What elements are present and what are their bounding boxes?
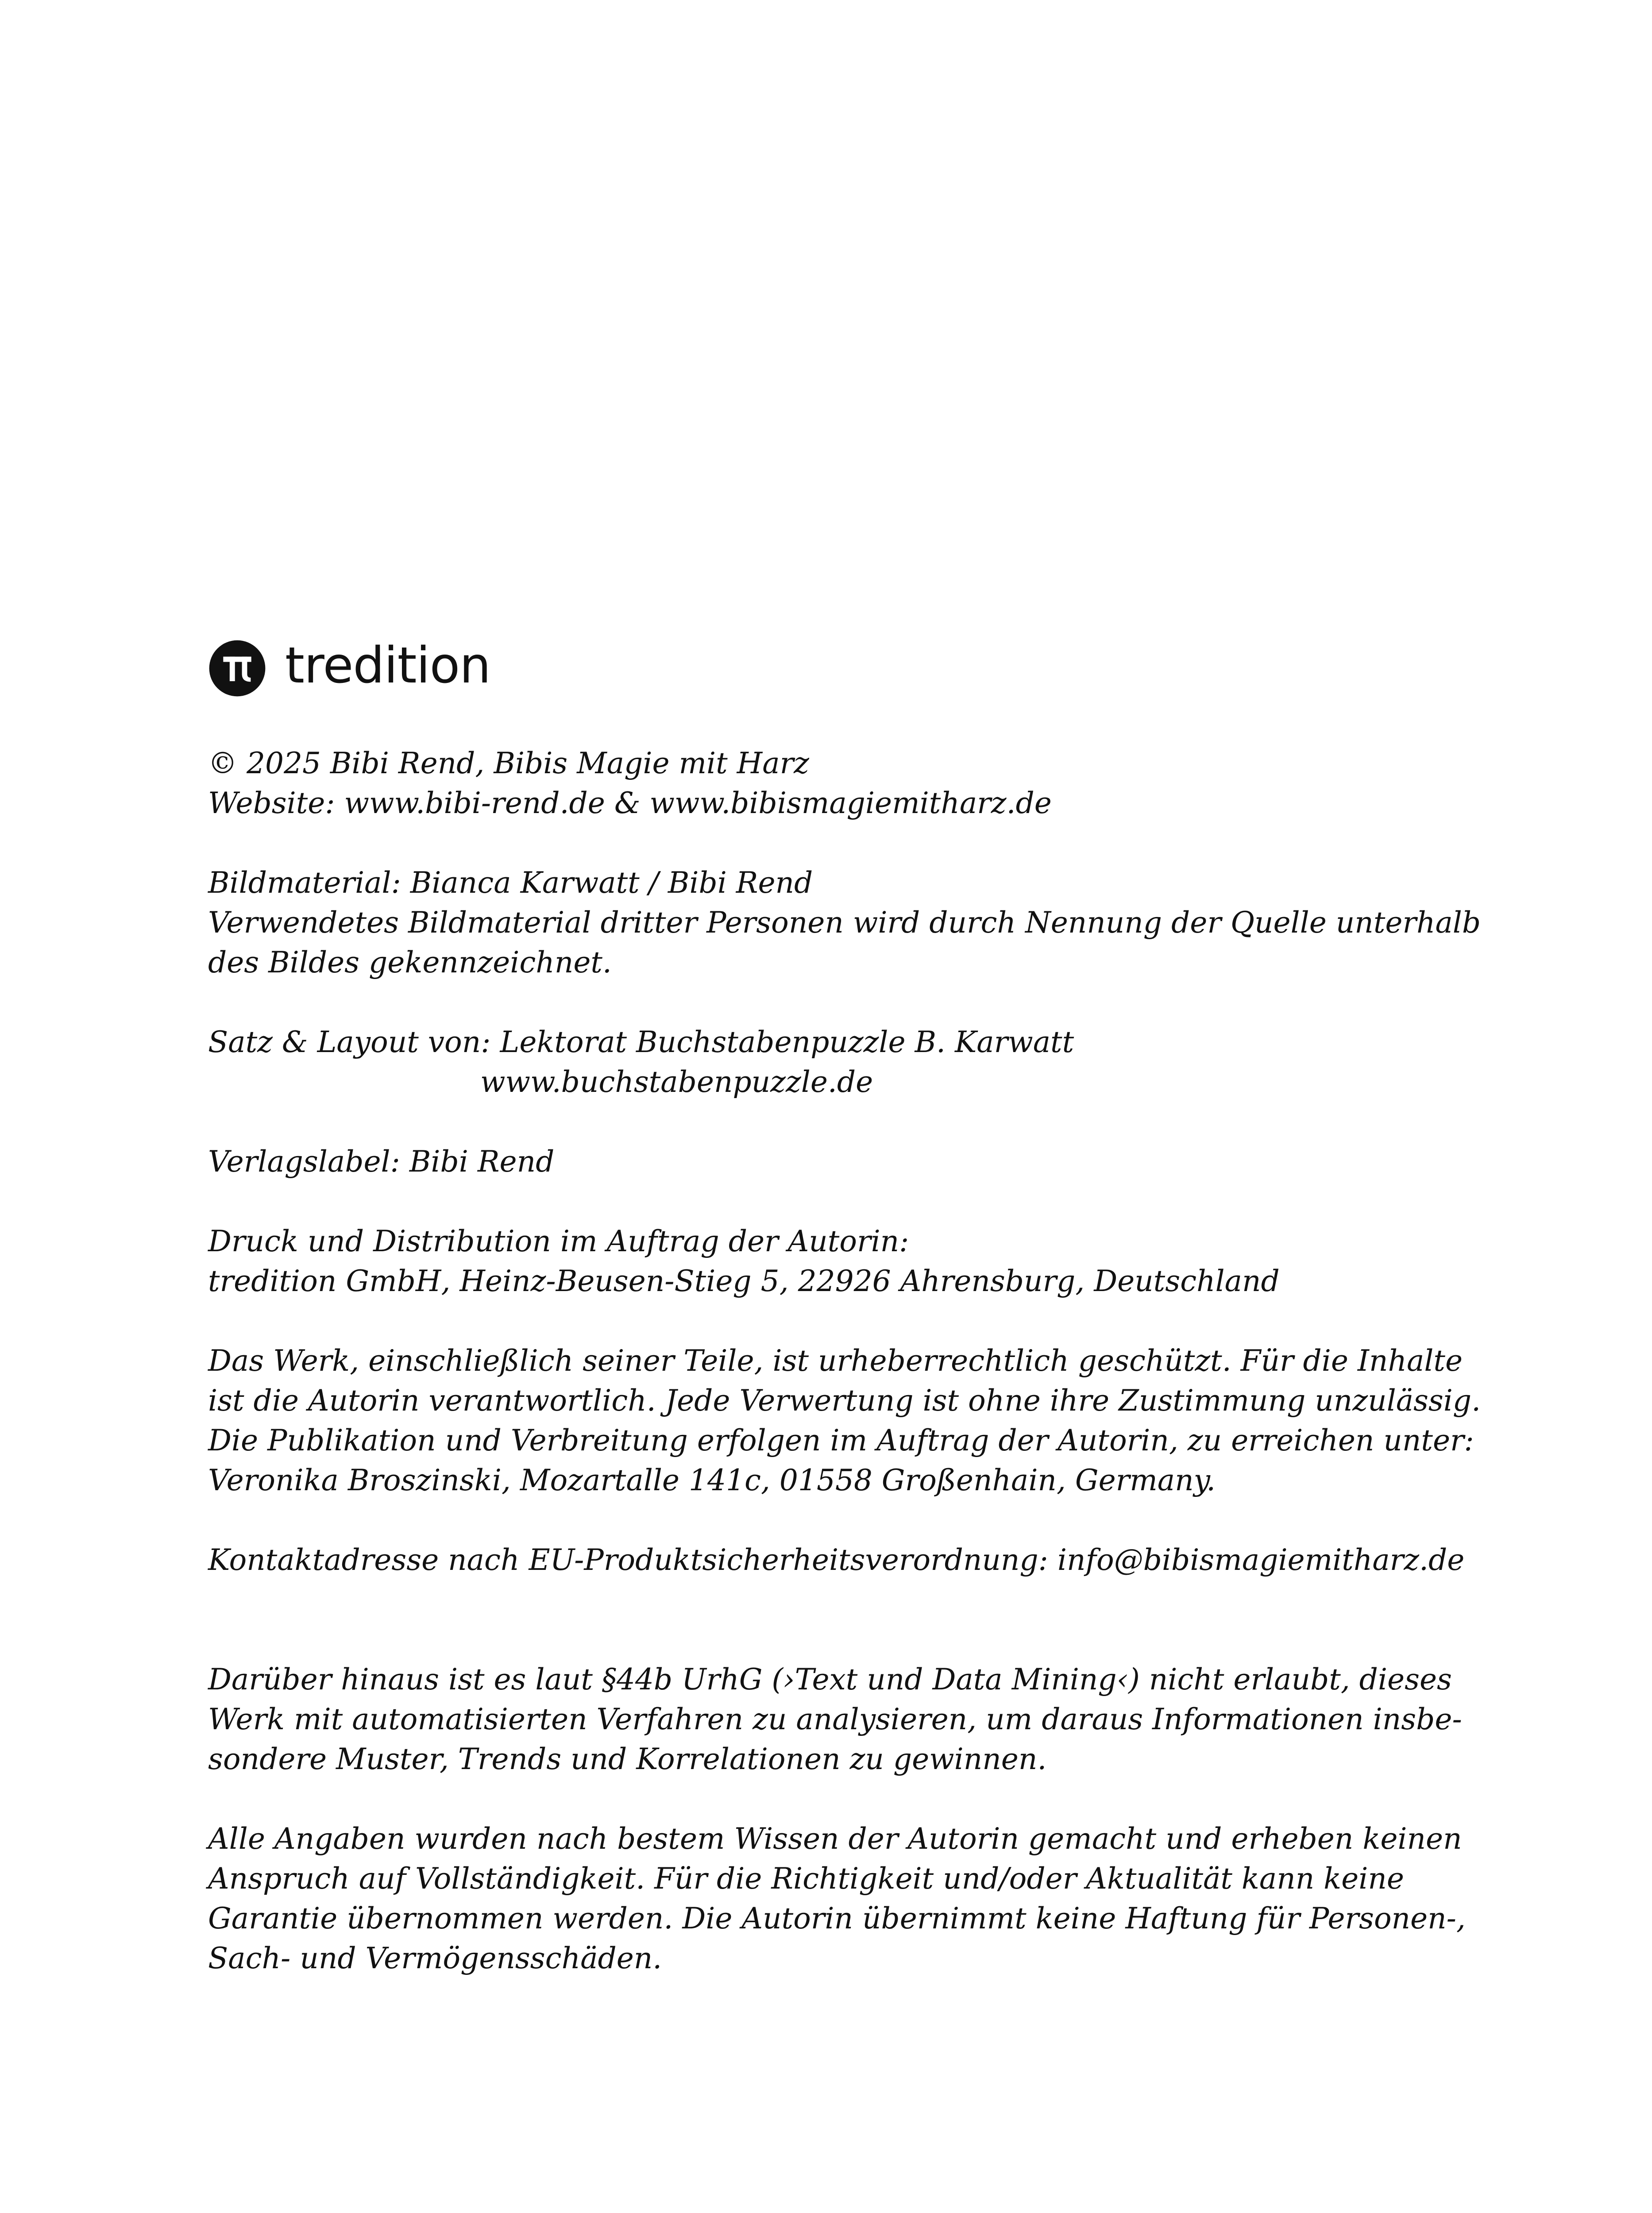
tdm-block — [208, 1660, 1462, 1779]
tdm-line-2: Werk mit automatisierten Verfahren zu analysieren, um daraus Informationen insbe- — [208, 1702, 1462, 1736]
website-line: Website: www.bibi-rend.de & www.bibismagiemitharz.de — [208, 786, 1052, 820]
layout-credit-line: Satz & Layout von: Lektorat Buchstabenpuzzle B. Karwatt — [208, 1025, 1074, 1059]
image-credit-block — [208, 863, 1481, 983]
disclaimer-line-4: Sach- und Vermögensschäden. — [208, 1941, 662, 1975]
rights-line-4: Veronika Broszinski, Mozartalle 141c, 01558 Großenhain, Germany. — [208, 1463, 1216, 1497]
publisher-logo — [208, 637, 490, 699]
tdm-line-3: sondere Muster, Trends und Korrelationen zu gewinnen. — [208, 1742, 1047, 1776]
contact-line: Kontaktadresse nach EU-Produktsicherheitsverordnung: info@bibismagiemitharz.de — [208, 1543, 1465, 1577]
rights-line-3: Die Publikation und Verbreitung erfolgen im Auftrag der Autorin, zu erreichen unter: — [208, 1423, 1474, 1457]
disclaimer-line-1: Alle Angaben wurden nach bestem Wissen der Autorin gemacht und erheben keinen — [208, 1822, 1462, 1856]
print-line-2: tredition GmbH, Heinz-Beusen-Stieg 5, 22926 Ahrensburg, Deutschland — [208, 1264, 1280, 1298]
imprint-text — [208, 744, 1481, 1978]
third-party-line-2: des Bildes gekennzeichnet. — [208, 945, 612, 979]
publisher-label-block — [208, 1142, 1447, 1182]
contact-block — [208, 1540, 1465, 1580]
publisher-label-line: Verlagslabel: Bibi Rend — [208, 1145, 555, 1179]
disclaimer-line-3: Garantie übernommen werden. Die Autorin übernimmt keine Haftung für Personen-, — [208, 1901, 1466, 1935]
third-party-line-1: Verwendetes Bildmaterial dritter Personen wird durch Nennung der Quelle unterhalb — [208, 906, 1481, 940]
disclaimer-block — [208, 1819, 1466, 1978]
publisher-name: tredition — [285, 637, 491, 694]
layout-credit-block — [208, 1022, 1447, 1102]
layout-credit-url: www.buchstabenpuzzle.de — [480, 1065, 873, 1099]
rights-line-2: ist die Autorin verantwortlich. Jede Verwertung ist ohne ihre Zustimmung unzulässig. — [208, 1384, 1481, 1418]
copyright-block — [208, 744, 1447, 823]
tdm-line-1: Darüber hinaus ist es laut §44b UrhG (›Text und Data Mining‹) nicht erlaubt, dieses — [208, 1662, 1452, 1696]
disclaimer-line-2: Anspruch auf Vollständigkeit. Für die Richtigkeit und/oder Aktualität kann keine — [208, 1862, 1404, 1896]
rights-block — [208, 1341, 1481, 1500]
print-line-1: Druck und Distribution im Auftrag der Autorin: — [208, 1224, 909, 1258]
print-distribution-block — [208, 1222, 1447, 1301]
rights-line-1: Das Werk, einschließlich seiner Teile, ist urheberrechtlich geschützt. Für die Inhalte — [208, 1344, 1463, 1378]
image-credit-line: Bildmaterial: Bianca Karwatt / Bibi Rend — [208, 866, 813, 900]
tredition-logo-icon — [208, 639, 266, 698]
copyright-line: © 2025 Bibi Rend, Bibis Magie mit Harz — [208, 746, 809, 780]
